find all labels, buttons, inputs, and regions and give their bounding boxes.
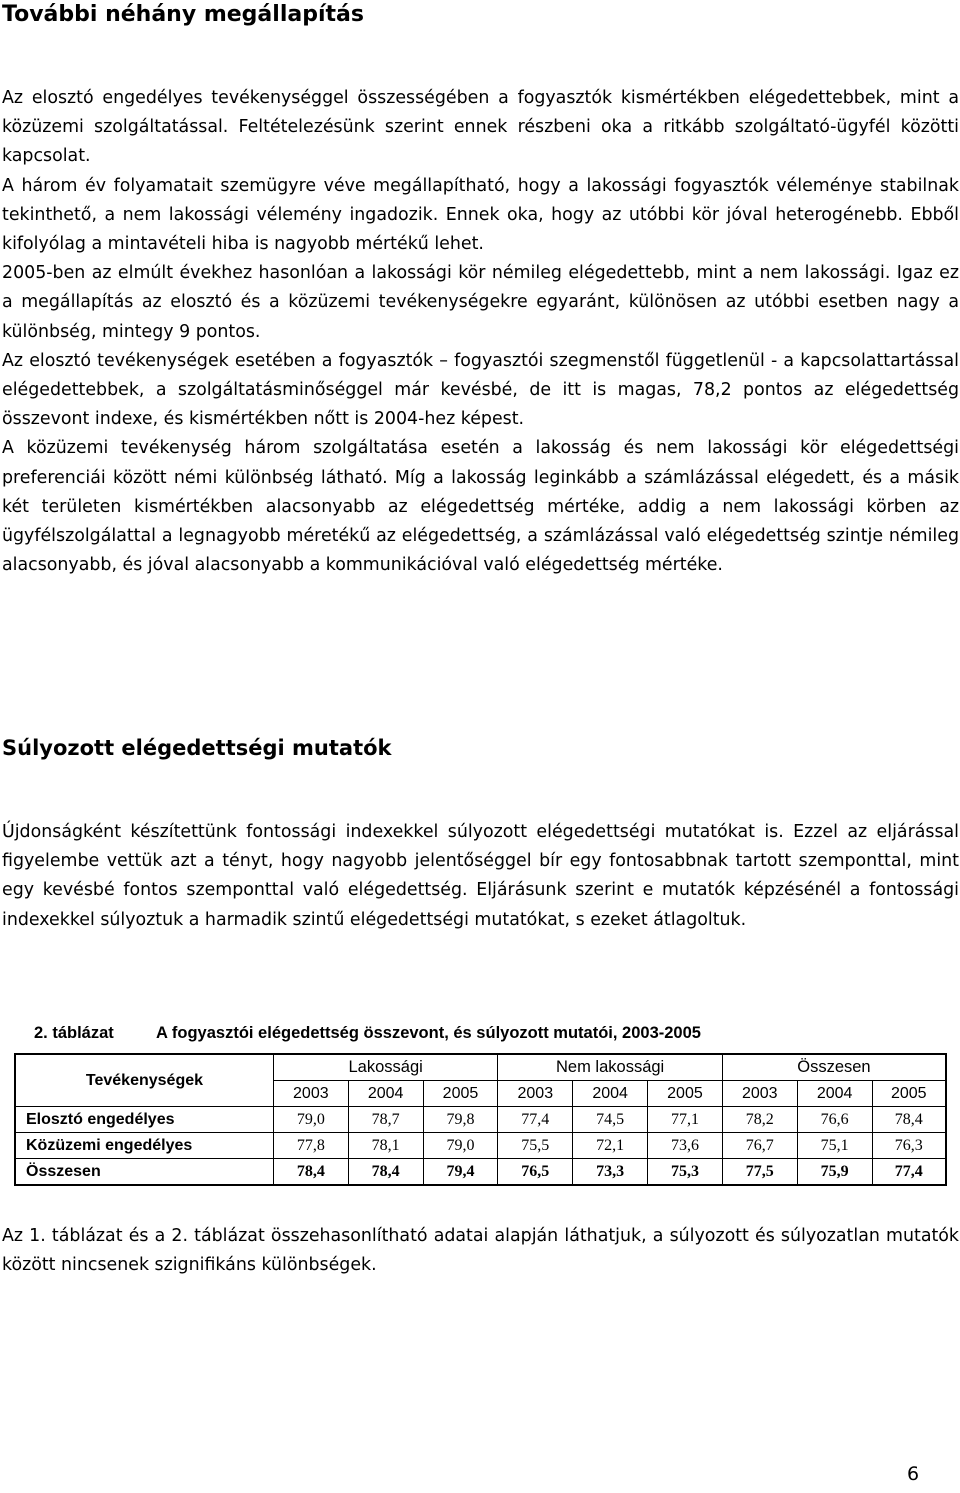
year-header: 2003: [722, 1081, 797, 1107]
table-cell: 73,3: [573, 1159, 648, 1186]
findings-text: [2, 84, 959, 580]
comparison-text: [2, 1222, 959, 1280]
year-header: 2005: [872, 1081, 946, 1107]
group-header: Lakossági: [273, 1054, 497, 1081]
group-header: Nem lakossági: [498, 1054, 722, 1081]
table-cell: 76,6: [797, 1107, 872, 1133]
table-cell: 74,5: [573, 1107, 648, 1133]
table-caption: [34, 1020, 944, 1046]
activity-header: Tevékenységek: [15, 1054, 273, 1107]
year-header: 2004: [348, 1081, 423, 1107]
table-cell: 76,5: [498, 1159, 573, 1186]
table-cell: 75,1: [797, 1133, 872, 1159]
table-cell: 73,6: [648, 1133, 723, 1159]
paragraph: Az 1. táblázat és a 2. táblázat összehasonlítható adatai alapján láthatjuk, a súlyozott és súlyozatlan mutatók között nincsenek szignifikáns különbségek.: [2, 1226, 959, 1276]
table-cell: 79,0: [423, 1133, 498, 1159]
table-cell: 75,5: [498, 1133, 573, 1159]
table-row: [15, 1133, 946, 1159]
table-cell: 79,0: [273, 1107, 348, 1133]
section-heading-weighted: Súlyozott elégedettségi mutatók: [2, 736, 392, 760]
weighted-text: [2, 818, 959, 935]
table-cell: 77,1: [648, 1107, 723, 1133]
table-cell: 78,7: [348, 1107, 423, 1133]
table-cell: 77,4: [498, 1107, 573, 1133]
page-number: 6: [907, 1463, 920, 1485]
satisfaction-table: [14, 1053, 947, 1186]
year-header: 2003: [498, 1081, 573, 1107]
group-header: Összesen: [722, 1054, 946, 1081]
table-cell: 78,1: [348, 1133, 423, 1159]
paragraph: 2005-ben az elmúlt évekhez hasonlóan a lakossági kör némileg elégedettebb, mint a nem lakossági. Igaz ez a megállapítás az elosztó és a közüzemi tevékenységekre egyaránt, különösen az utóbbi esetben nagy a különbség, mintegy 9 pontos.: [2, 263, 959, 342]
table-cell: 77,8: [273, 1133, 348, 1159]
table-cell: 79,8: [423, 1107, 498, 1133]
paragraph: A közüzemi tevékenység három szolgáltatása esetén a lakosság és nem lakossági kör elégedettségi preferenciái között némi különbség látható. Míg a lakosság leginkább a számlázással elégedett, és a másik két területen kismértékben alacsonyabb az elégedettség mértéke, addig a nem lakossági körben az ügyfélszolgálattal a legnagyobb méretékű az elégedettség, a számlázással való elégedettség szintje némileg alacsonyabb, és jóval alacsonyabb a kommunikációval való elégedettség mértéke.: [2, 438, 959, 576]
row-label: Közüzemi engedélyes: [15, 1133, 273, 1159]
table-header-row: [15, 1054, 946, 1081]
paragraph: Az elosztó engedélyes tevékenységgel összességében a fogyasztók kismértékben elégedettebbek, mint a közüzemi szolgáltatással. Feltételezésünk szerint ennek részbeni oka a ritkább szolgáltató-ügyfél közötti kapcsolat.: [2, 88, 959, 167]
year-header: 2004: [573, 1081, 648, 1107]
table-cell: 78,4: [348, 1159, 423, 1186]
table-cell: 76,7: [722, 1133, 797, 1159]
table-cell: 75,9: [797, 1159, 872, 1186]
table-cell: 77,5: [722, 1159, 797, 1186]
table-cell: 75,3: [648, 1159, 723, 1186]
table-cell: 76,3: [872, 1133, 946, 1159]
paragraph: Az elosztó tevékenységek esetében a fogyasztók – fogyasztói szegmenstől függetlenül - a kapcsolattartással elégedettebbek, a szolgáltatásminőséggel már kevésbé, de itt is magas, 78,2 pontos az elégedettség összevont indexe, és kismértékben nőtt is 2004-hez képest.: [2, 350, 959, 430]
table-cell: 78,2: [722, 1107, 797, 1133]
row-label: Összesen: [15, 1159, 273, 1186]
year-header: 2005: [648, 1081, 723, 1107]
year-header: 2003: [273, 1081, 348, 1107]
table-cell: 79,4: [423, 1159, 498, 1186]
table-caption-number: 2. táblázat: [34, 1024, 114, 1042]
table-cell: 77,4: [872, 1159, 946, 1186]
paragraph: Újdonságként készítettünk fontossági indexekkel súlyozott elégedettségi mutatókat is. Ezzel az eljárással figyelembe vettük azt a tényt, hogy nagyobb jelentőséggel bír egy fontosabbnak tartott szemponttal, mint egy kevésbé fontos szemponttal való elégedettség. Eljárásunk szerint e mutatók képzésénél a fontossági indexekkel súlyoztuk a harmadik szintű elégedettségi mutatókat, s ezeket átlagoltuk.: [2, 822, 959, 930]
table-row-total: [15, 1159, 946, 1186]
table-row: [15, 1107, 946, 1133]
year-header: 2004: [797, 1081, 872, 1107]
table-caption-title: A fogyasztói elégedettség összevont, és súlyozott mutatói, 2003-2005: [156, 1024, 701, 1042]
section-heading-findings: További néhány megállapítás: [2, 2, 364, 27]
row-label: Elosztó engedélyes: [15, 1107, 273, 1133]
table-cell: 72,1: [573, 1133, 648, 1159]
table-cell: 78,4: [872, 1107, 946, 1133]
table-cell: 78,4: [273, 1159, 348, 1186]
year-header: 2005: [423, 1081, 498, 1107]
paragraph: A három év folyamatait szemügyre véve megállapítható, hogy a lakossági fogyasztók véleménye stabilnak tekinthető, a nem lakossági vélemény ingadozik. Ennek oka, hogy az utóbbi kör jóval heterogénebb. Ebből kifolyólag a mintavételi hiba is nagyobb mértékű lehet.: [2, 175, 959, 255]
